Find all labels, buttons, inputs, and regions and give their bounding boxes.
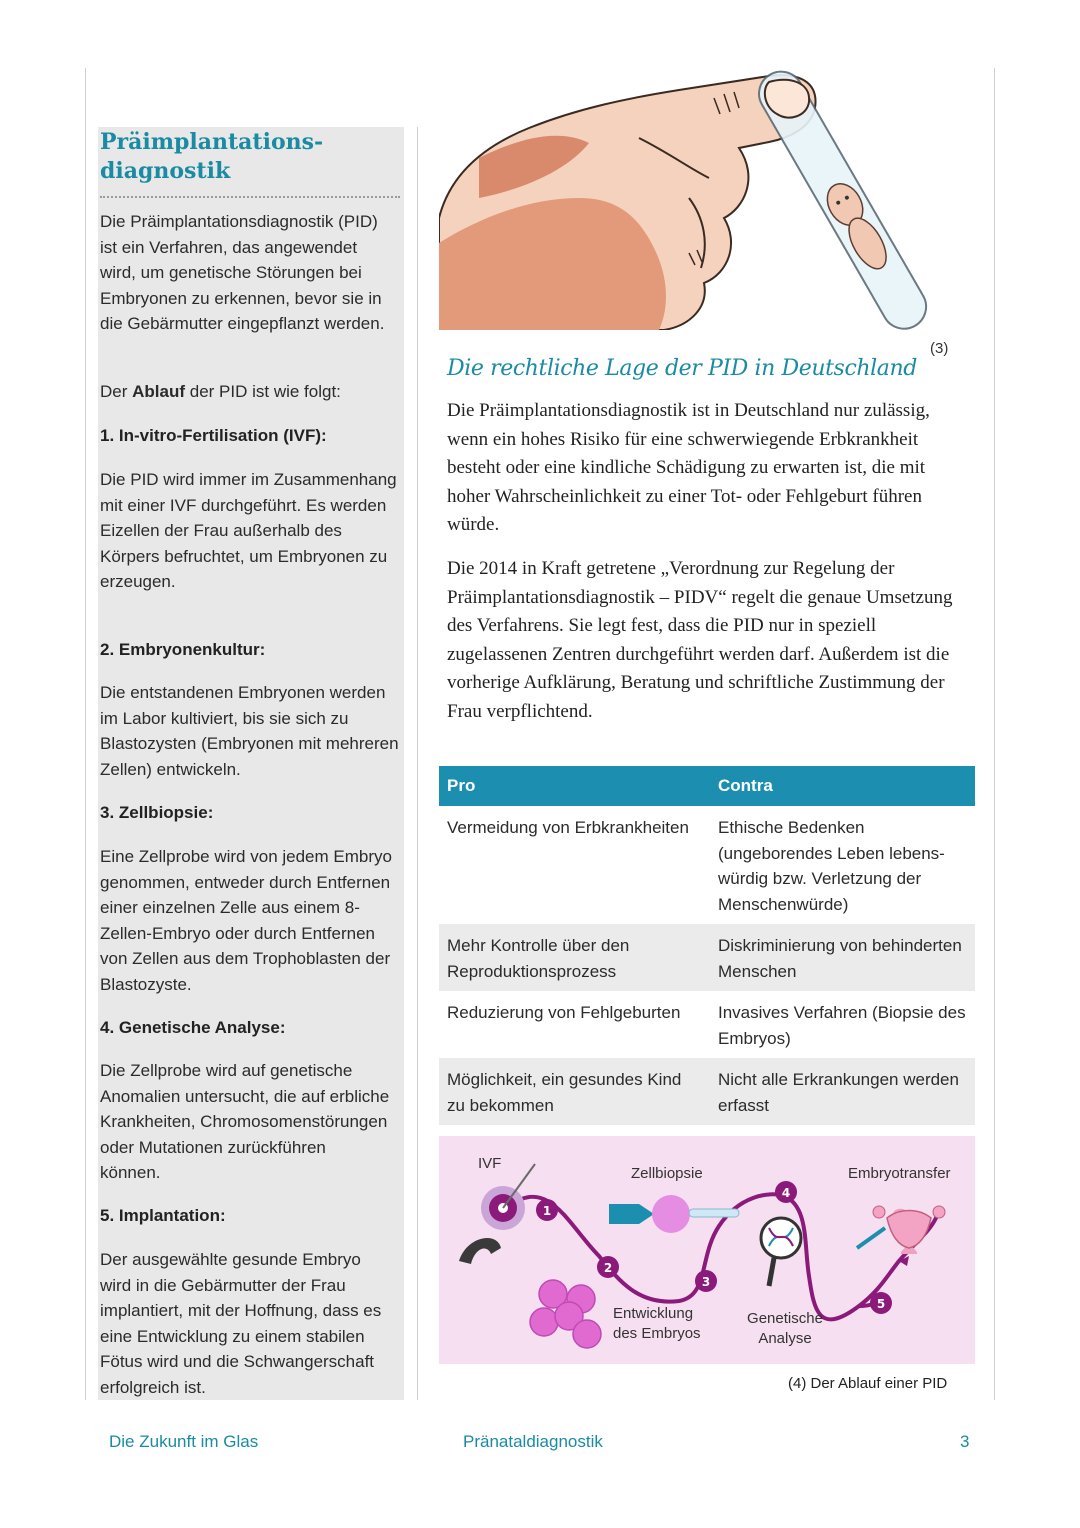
table-cell-contra: Nicht alle Erkrankungen werden erfasst — [706, 1058, 975, 1125]
dotted-divider — [100, 196, 400, 198]
main-paragraph-2: Die 2014 in Kraft getretene „Verordnung zur Regelung der Präimplantationsdiagnostik – PIDV“ regelt die genaue Umsetzung des Verfahrens. Sie legt fest, dass die PID nur in speziell zugelassenen Zentren durchgeführt werden darf. Außerdem ist die vorherige Aufklärung, Beratung und schriftliche Zustimmung der Frau verpflichtend. — [447, 558, 953, 722]
ablauf-post: der PID ist wie folgt: — [185, 382, 341, 401]
table-row — [439, 924, 975, 991]
main-title: Die rechtliche Lage der PID in Deutschland — [447, 356, 917, 381]
sidebar-title-line1: Präimplantations- — [100, 129, 324, 155]
uterus-icon — [857, 1206, 945, 1254]
step-number-2: 2 — [603, 1261, 613, 1275]
pro-contra-table — [439, 766, 975, 1125]
label-embryotransfer: Embryotransfer — [848, 1165, 951, 1182]
header-pro: Pro — [439, 766, 706, 806]
dna-magnifier-icon — [761, 1218, 801, 1286]
table-header-row — [439, 766, 975, 806]
step-number-4: 4 — [781, 1186, 791, 1200]
table-cell-contra: Invasives Verfahren (Biopsie des Embryos) — [706, 991, 975, 1058]
step-number-5: 5 — [876, 1297, 886, 1311]
label-zellbiopsie: Zellbiopsie — [631, 1165, 703, 1182]
step-1-text: Die PID wird immer im Zusammenhang mit einer IVF durchgeführt. Es werden Eizellen der Frau außerhalb des Körpers befruchtet, um Embryonen zu erzeugen. — [100, 470, 397, 591]
step-4-heading: 4. Genetische Analyse: — [100, 1018, 286, 1037]
column-divider — [417, 127, 418, 1400]
table-row — [439, 806, 975, 924]
figure-4-caption: (4) Der Ablauf einer PID — [788, 1375, 948, 1392]
ablauf-pre: Der — [100, 382, 133, 401]
sidebar-ablauf — [100, 379, 406, 405]
step-marker-4 — [775, 1181, 797, 1203]
left-frame-line — [85, 68, 86, 1400]
footer-center: Pränataldiagnostik — [463, 1432, 603, 1451]
step-marker-1 — [536, 1199, 558, 1221]
label-entwicklung-line2: des Embryos — [613, 1325, 701, 1342]
page-number: 3 — [960, 1432, 970, 1451]
pid-process-diagram — [439, 1136, 975, 1364]
step-number-3: 3 — [701, 1275, 711, 1289]
step-2-text: Die entstandenen Embryonen werden im Labor kultiviert, bis sie sich zu Blastozysten (Embryonen mit mehreren Zellen) entwickeln. — [100, 683, 399, 779]
footer-left: Die Zukunft im Glas — [109, 1432, 259, 1451]
step-3-heading: 3. Zellbiopsie: — [100, 803, 214, 822]
figure-3-caption: (3) — [930, 340, 949, 357]
table-cell-contra: Ethische Bedenken (ungeborendes Leben lebens-würdig bzw. Verletzung der Menschenwürde) — [706, 806, 975, 924]
sidebar-title-line2: diagnostik — [100, 158, 231, 184]
step-marker-3 — [695, 1270, 717, 1292]
step-3-text: Eine Zellprobe wird von jedem Embryo genommen, entweder durch Entfernen einer einzelnen Zelle aus einem 8-Zellen-Embryo oder durch Entfernen von Zellen aus dem Trophoblasten der Blastozyste. — [100, 847, 392, 994]
table-row — [439, 1058, 975, 1125]
step-4-text: Die Zellprobe wird auf genetische Anomalien untersucht, die auf erbliche Krankheiten, Chromosomenstörungen oder Mutationen zurückführen können. — [100, 1061, 390, 1182]
label-genetische-analyse — [745, 1309, 825, 1349]
table-cell-pro: Möglichkeit, ein gesundes Kind zu bekommen — [439, 1058, 706, 1125]
sidebar-intro: Die Präimplantationsdiagnostik (PID) ist ein Verfahren, das angewendet wird, um genetische Störungen bei Embryonen zu erkennen, bevor sie in die Gebärmutter eingepflanzt werden. — [100, 212, 385, 333]
sidebar-title — [100, 128, 400, 186]
step-2-heading: 2. Embryonenkultur: — [100, 640, 266, 659]
step-number-1: 1 — [542, 1204, 552, 1218]
embryo-cells-icon — [530, 1280, 601, 1348]
header-contra: Contra — [706, 766, 975, 806]
ablauf-bold: Ablauf — [132, 382, 186, 401]
table-cell-pro: Vermeidung von Erbkrankheiten — [439, 806, 706, 924]
label-entwicklung-line1: Entwicklung — [613, 1305, 694, 1322]
main-paragraph-1: Die Präimplantationsdiagnostik ist in Deutschland nur zulässig, wenn ein hohes Risiko für eine schwerwiegende Erbkrankheit besteht oder eine kindliche Schädigung zu erwarten ist, die mit hoher Wahrscheinlichkeit zu einer Tot- oder Fehlgeburt führen würde. — [447, 400, 930, 535]
table-cell-contra: Diskriminierung von behinderten Menschen — [706, 924, 975, 991]
step-5-heading: 5. Implantation: — [100, 1206, 226, 1225]
step-5-text: Der ausgewählte gesunde Embryo wird in die Gebärmutter der Frau implantiert, mit der Hoffnung, dass es eine Entwicklung zu einem stabilen Fötus wird und die Schwangerschaft erfolgreich ist. — [100, 1250, 382, 1397]
label-entwicklung — [613, 1304, 701, 1344]
hand-test-tube-illustration — [439, 68, 974, 330]
table-row — [439, 991, 975, 1058]
table-cell-pro: Reduzierung von Fehlgeburten — [439, 991, 706, 1058]
label-ivf: IVF — [478, 1155, 502, 1172]
pipette-holder-icon — [459, 1238, 501, 1264]
table-cell-pro: Mehr Kontrolle über den Reproduktionsprozess — [439, 924, 706, 991]
label-genetische-line1: Genetische — [747, 1310, 823, 1327]
step-1-heading: 1. In-vitro-Fertilisation (IVF): — [100, 426, 327, 445]
label-genetische-line2: Analyse — [758, 1330, 812, 1347]
step-marker-5 — [870, 1292, 892, 1314]
right-frame-line — [994, 68, 995, 1400]
step-marker-2 — [597, 1256, 619, 1278]
